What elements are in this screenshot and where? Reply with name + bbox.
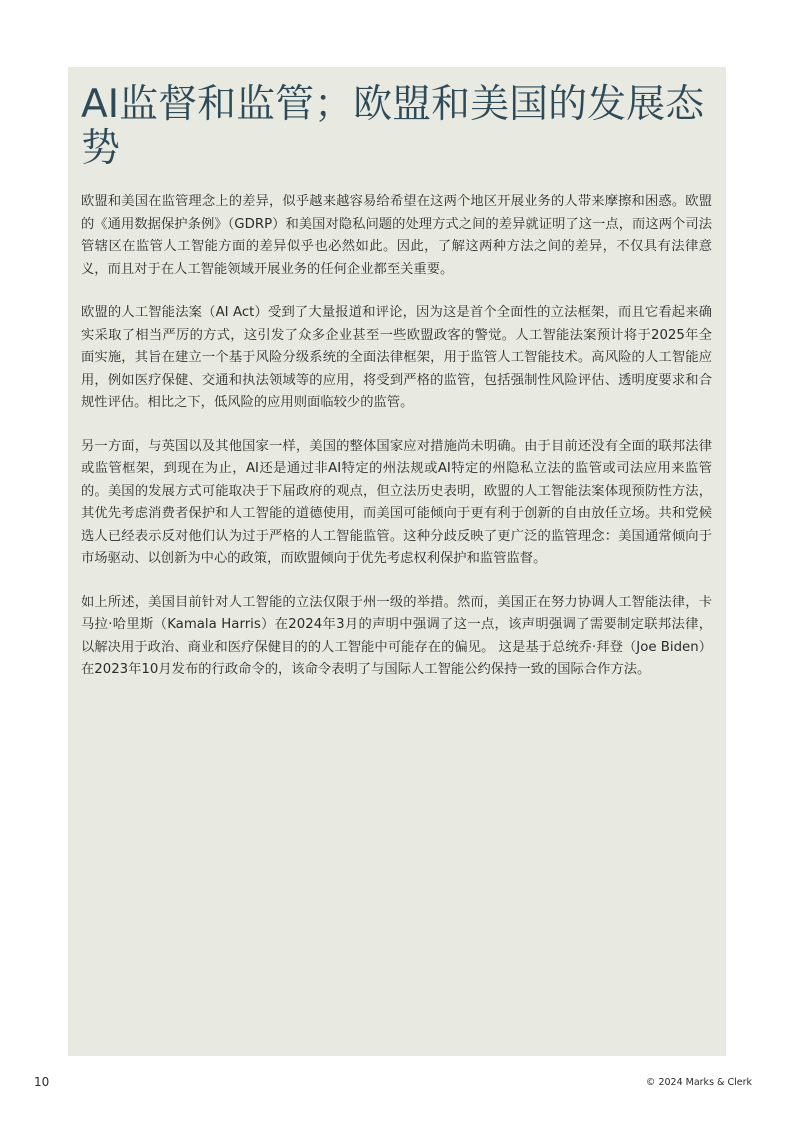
- article-paragraph: 另一方面，与英国以及其他国家一样，美国的整体国家应对措施尚未明确。由于目前还没有全面的联邦法律或监管框架，到现在为止，AI还是通过非AI特定的州法规或AI特定的州隐私立法的监管或司法应用来监管的。美国的发展方式可能取决于下届政府的观点，但立法历史表明，欧盟的人工智能法案体现预防性方法，其优先考虑消费者保护和人工智能的道德使用，而美国可能倾向于更有利于创新的自由放任立场。共和党候选人已经表示反对他们认为过于严格的人工智能监管。这种分歧反映了更广泛的监管理念：美国通常倾向于市场驱动、以创新为中心的政策，而欧盟倾向于优先考虑权利保护和监管监督。: [81, 438, 712, 566]
- copyright-notice: © 2024 Marks & Clerk: [645, 1077, 752, 1088]
- article-paragraph: 如上所述，美国目前针对人工智能的立法仅限于州一级的举措。然而，美国正在努力协调人工智能法律，卡马拉·哈里斯（Kamala Harris）在2024年3月的声明中强调了这一点，该声明强调了需要制定联邦法律，以解决用于政治、商业和医疗保健目的的人工智能中可能存在的偏见。 这是基于总统乔·拜登（Joe Biden）在2023年10月发布的行政命令的，该命令表明了与国际人工智能公约保持一致的国际合作方法。: [81, 594, 713, 677]
- article-paragraph: 欧盟和美国在监管理念上的差异，似乎越来越容易给希望在这两个地区开展业务的人带来摩擦和困惑。欧盟的《通用数据保护条例》（GDRP）和美国对隐私问题的处理方式之间的差异就证明了这一点，而这两个司法管辖区在监管人工智能方面的差异似乎也必然如此。因此，了解这两种方法之间的差异，不仅具有法律意义，而且对于在人工智能领域开展业务的任何企业都至关重要。: [81, 194, 712, 277]
- article-paragraph: 欧盟的人工智能法案（AI Act）受到了大量报道和评论，因为这是首个全面性的立法框架，而且它看起来确实采取了相当严厉的方式，这引发了众多企业甚至一些欧盟政客的警觉。人工智能法案预计将于2025年全面实施，其旨在建立一个基于风险分级系统的全面法律框架，用于监管人工智能技术。高风险的人工智能应用，例如医疗保健、交通和执法领域等的应用，将受到严格的监管，包括强制性风险评估、透明度要求和合规性评估。相比之下，低风险的应用则面临较少的监管。: [81, 305, 712, 410]
- page-number: 10: [34, 1075, 50, 1089]
- article-panel: [68, 67, 726, 1056]
- article-title: AI监督和监管；欧盟和美国的发展态势: [81, 82, 705, 171]
